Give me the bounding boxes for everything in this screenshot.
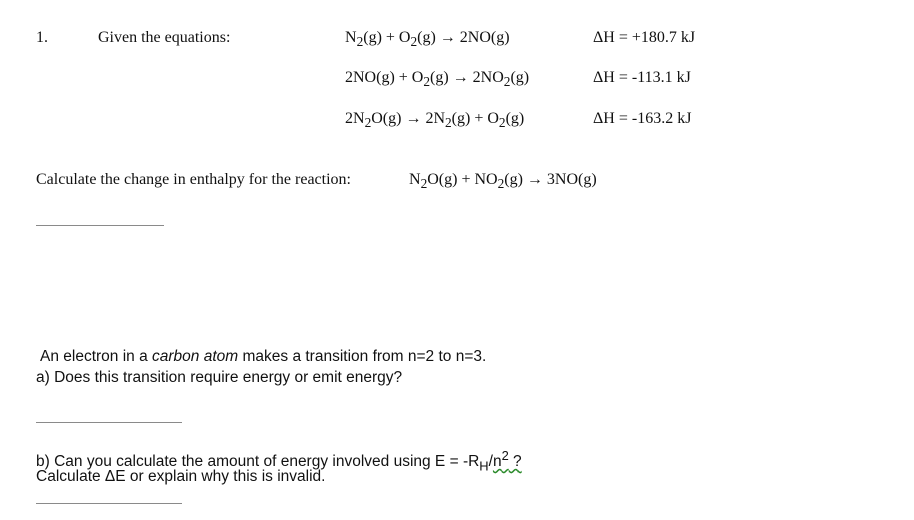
answer-blank-2[interactable]	[36, 422, 182, 423]
answer-blank-1[interactable]	[36, 225, 164, 226]
part-b-instruction: Calculate ΔE or explain why this is invalid.	[36, 468, 326, 485]
part-a-question: a) Does this transition require energy or emit energy?	[36, 369, 403, 386]
enthalpy-2: ΔH = -113.1 kJ	[593, 69, 691, 86]
enthalpy-1: ΔH = +180.7 kJ	[593, 29, 696, 46]
electron-transition-question: An electron in a carbon atom makes a transition from n=2 to n=3.	[40, 348, 487, 365]
question-number: 1.	[36, 29, 48, 46]
equation-1: $N_2(g) + O_2(g) \to 2NO(g)$	[345, 29, 510, 50]
equation-3: $2N_2O(g) \to 2N_2(g) + O_2(g)$	[345, 110, 525, 131]
part-b-question: b) Can you calculate the amount of energy involved using $E = -R_H/n^2$ ?	[36, 448, 522, 474]
answer-blank-3[interactable]	[36, 503, 182, 504]
enthalpy-3: ΔH = -163.2 kJ	[593, 110, 692, 127]
equation-2: $2NO(g) + O_2(g) \to 2NO_2(g)$	[345, 69, 530, 90]
target-reaction: $N_2O(g) + NO_2(g) \to 3NO(g)$	[409, 171, 597, 192]
calculate-prompt: Calculate the change in enthalpy for the reaction:	[36, 171, 351, 188]
given-equations-label: Given the equations:	[98, 29, 231, 46]
